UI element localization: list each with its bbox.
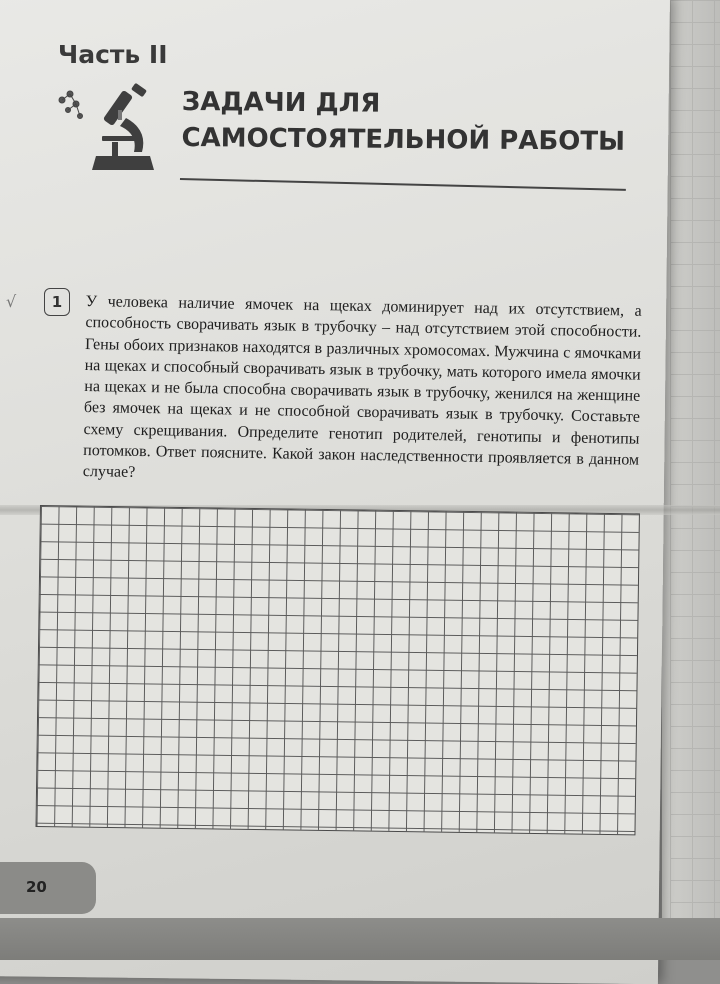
checkmark: √ [6,292,17,311]
adjacent-page-grid [670,0,720,960]
microscope-icon [52,82,164,178]
table-surface [0,918,720,960]
task-text: У человека наличие ямочек на щеках доминирует над их отсутствием, а способность сворачивать язык в трубочку – над отсутствием этой способности. Гены обоих признаков находятся в различных хромосомах. Мужчина с ямочками на щеках и способный сворачивать язык в трубочку, мать которого имела ямочки на щеках и не была способна сворачивать язык в трубочку, женился на женщине без ямочек на щеках и не способной сворачивать язык в трубочку. Составьте схему скрещивания. Определите генотип родителей, генотипы и фенотипы потомков. Ответ поясните. Какой закон наследственности проявляется в данном случае? [82,292,642,482]
answer-grid[interactable] [36,505,640,835]
section-title: ЗАДАЧИ ДЛЯ САМОСТОЯТЕЛЬНОЙ РАБОТЫ [181,86,626,157]
page-number-tab [0,862,96,914]
adjacent-page [662,0,720,960]
part-label: Часть II [58,40,168,69]
task-number-badge: 1 [44,288,70,316]
page-number: 20 [26,878,47,896]
